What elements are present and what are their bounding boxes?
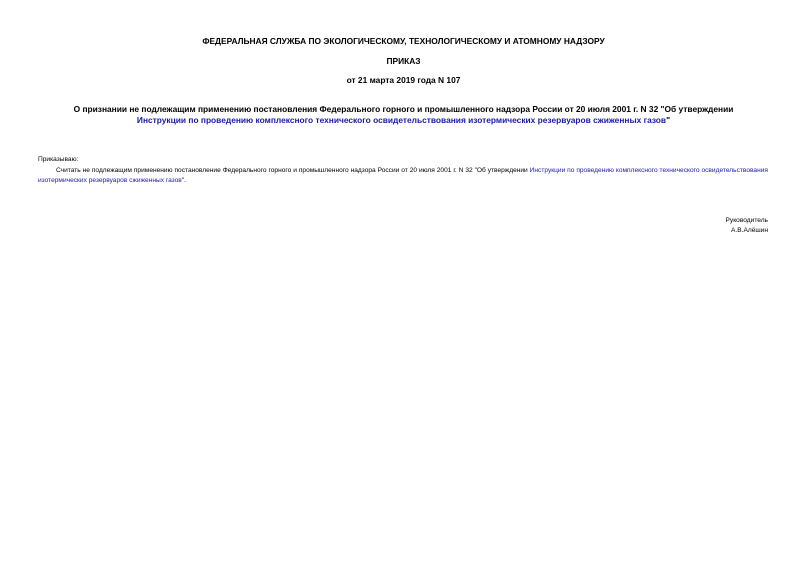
paragraph-prefix: Считать не подлежащим применению постановление Федерального горного и промышленного надзора России от 20 июля 2001 г. N 32 "Об утверждении — [56, 167, 530, 174]
document-date: от 21 марта 2019 года N 107 — [346, 75, 461, 85]
paragraph-suffix: ". — [181, 177, 186, 184]
document-type: ПРИКАЗ — [386, 56, 421, 66]
title-instruction-link[interactable]: Инструкции по проведению комплексного технического освидетельствования изотермических резервуаров сжиженных газов — [136, 115, 667, 125]
document-title — [30, 104, 777, 126]
signatory-name: А.В.Алёшин — [731, 227, 768, 234]
orders-label: Приказываю: — [38, 156, 79, 163]
signature-block — [726, 216, 768, 236]
title-prefix: О признании не подлежащим применению постановления Федерального горного и промышленного надзора России от 20 июля 2001 г. N 32 "Об утверждении — [73, 104, 734, 114]
order-paragraph — [38, 166, 768, 186]
title-suffix: " — [666, 115, 671, 125]
agency-name: ФЕДЕРАЛЬНАЯ СЛУЖБА ПО ЭКОЛОГИЧЕСКОМУ, ТЕХНОЛОГИЧЕСКОМУ И АТОМНОМУ НАДЗОРУ — [202, 36, 605, 46]
paragraph-instruction-link[interactable]: Инструкции по проведению комплексного технического освидетельствования изотермических резервуаров сжиженных газов — [38, 167, 768, 184]
signatory-position: Руководитель — [725, 217, 768, 224]
